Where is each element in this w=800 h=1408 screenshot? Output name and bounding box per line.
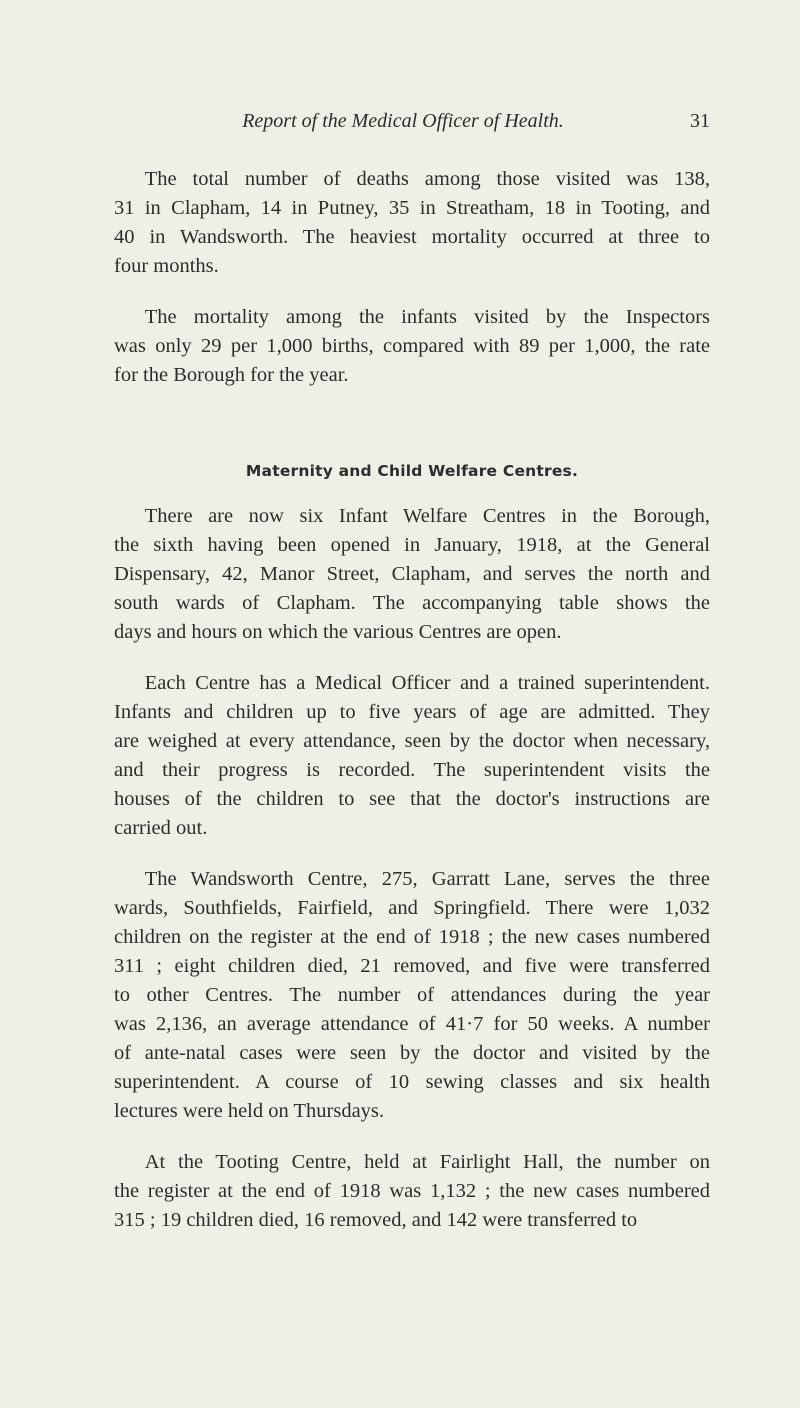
text-line: The Wandsworth Centre, 275, Garratt Lane, serves the three xyxy=(114,868,710,890)
text-line: to other Centres. The number of attendances during the year xyxy=(114,984,710,1006)
text-line: for the Borough for the year. xyxy=(114,364,349,386)
text-line: houses of the children to see that the doctor's instructions are xyxy=(114,788,710,810)
text-line: Each Centre has a Medical Officer and a trained superintendent. xyxy=(114,672,710,694)
text-line: superintendent. A course of 10 sewing classes and six health xyxy=(114,1071,710,1093)
section-paragraphs xyxy=(114,502,710,1235)
paragraph xyxy=(114,669,710,843)
body-text xyxy=(114,165,710,1257)
text-line: was 2,136, an average attendance of 41·7 for 50 weeks. A number xyxy=(114,1013,710,1035)
text-line: carried out. xyxy=(114,817,208,839)
paragraph xyxy=(114,303,710,390)
text-line: lectures were held on Thursdays. xyxy=(114,1100,385,1122)
text-line: and their progress is recorded. The superintendent visits the xyxy=(114,759,710,781)
paragraph xyxy=(114,1148,710,1235)
text-line: 311 ; eight children died, 21 removed, and five were transferred xyxy=(114,955,710,977)
paragraph xyxy=(114,865,710,1126)
text-line: south wards of Clapham. The accompanying table shows the xyxy=(114,592,710,614)
text-line: 40 in Wandsworth. The heaviest mortality occurred at three to xyxy=(114,226,710,248)
text-line: days and hours on which the various Centres are open. xyxy=(114,621,562,643)
text-line: 31 in Clapham, 14 in Putney, 35 in Streatham, 18 in Tooting, and xyxy=(114,197,710,219)
text-line: 315 ; 19 children died, 16 removed, and 142 were transferred to xyxy=(114,1209,638,1231)
paragraph xyxy=(114,502,710,647)
text-line: of ante-natal cases were seen by the doctor and visited by the xyxy=(114,1042,710,1064)
page-number: 31 xyxy=(690,110,710,132)
text-line: There are now six Infant Welfare Centres in the Borough, xyxy=(114,505,710,527)
text-line: At the Tooting Centre, held at Fairlight Hall, the number on xyxy=(114,1151,710,1173)
text-line: the register at the end of 1918 was 1,132 ; the new cases numbered xyxy=(114,1180,710,1202)
running-title: Report of the Medical Officer of Health. xyxy=(242,110,564,132)
text-line: the sixth having been opened in January, 1918, at the General xyxy=(114,534,710,556)
section-heading: Maternity and Child Welfare Centres. xyxy=(245,462,579,480)
running-header xyxy=(118,110,710,133)
intro-paragraphs xyxy=(114,165,710,390)
text-line: The mortality among the infants visited by the Inspectors xyxy=(114,306,710,328)
text-line: was only 29 per 1,000 births, compared with 89 per 1,000, the rate xyxy=(114,335,710,357)
paragraph xyxy=(114,165,710,281)
text-line: children on the register at the end of 1918 ; the new cases numbered xyxy=(114,926,710,948)
text-line: four months. xyxy=(114,255,219,277)
text-line: are weighed at every attendance, seen by the doctor when necessary, xyxy=(114,730,710,752)
text-line: Dispensary, 42, Manor Street, Clapham, and serves the north and xyxy=(114,563,710,585)
text-line: Infants and children up to five years of age are admitted. They xyxy=(114,701,710,723)
text-line: The total number of deaths among those visited was 138, xyxy=(114,168,710,190)
text-line: wards, Southfields, Fairfield, and Springfield. There were 1,032 xyxy=(114,897,710,919)
